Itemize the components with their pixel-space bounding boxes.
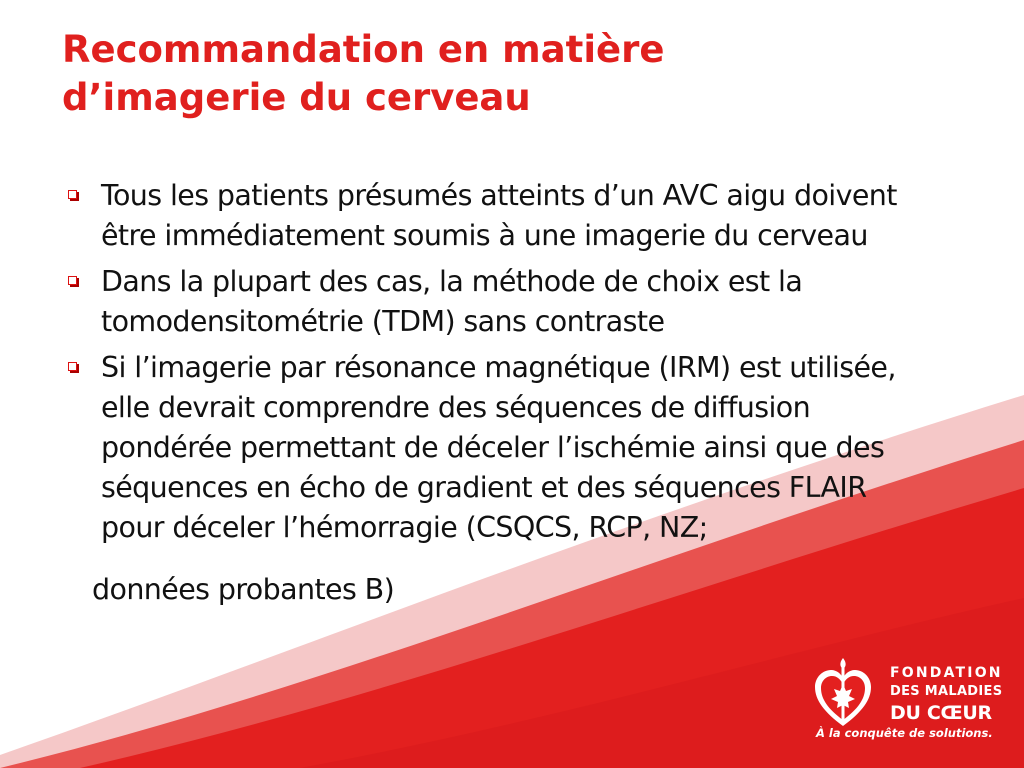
square-bullet-icon xyxy=(68,362,77,371)
bullet-line: elle devrait comprendre des séquences de diffusion xyxy=(101,391,811,424)
title-line-2: d’imagerie du cerveau xyxy=(62,76,531,119)
bullet-line: séquences en écho de gradient et des séquences FLAIR xyxy=(101,471,867,504)
logo-text-line-2: DES MALADIES xyxy=(890,684,1003,699)
square-bullet-icon xyxy=(68,190,77,199)
bullet-list xyxy=(62,176,1002,554)
bullet-text xyxy=(101,265,802,338)
bullet-continuation: données probantes B) xyxy=(92,573,395,606)
heart-foundation-logo xyxy=(812,658,1017,750)
title-line-1: Recommandation en matière xyxy=(62,28,665,71)
logo-tagline: À la conquête de solutions. xyxy=(816,726,993,740)
bullet-text xyxy=(101,351,896,544)
bullet-line: pondérée permettant de déceler l’ischémie ainsi que des xyxy=(101,431,885,464)
bullet-item xyxy=(62,348,1002,548)
bullet-line: pour déceler l’hémorragie (CSQCS, RCP, NZ; xyxy=(101,511,708,544)
bullet-line: tomodensitométrie (TDM) sans contraste xyxy=(101,305,665,338)
bullet-text xyxy=(101,179,897,252)
bullet-line: Si l’imagerie par résonance magnétique (IRM) est utilisée, xyxy=(101,351,896,384)
bullet-item xyxy=(62,176,1002,256)
bullet-line: être immédiatement soumis à une imagerie du cerveau xyxy=(101,219,868,252)
heart-torch-maple-icon xyxy=(812,658,874,730)
bullet-item xyxy=(62,262,1002,342)
bullet-line: Dans la plupart des cas, la méthode de choix est la xyxy=(101,265,803,298)
logo-text-line-3: DU CŒUR xyxy=(890,702,992,724)
bullet-line: Tous les patients présumés atteints d’un AVC aigu doivent xyxy=(101,179,897,212)
logo-text-line-1: FONDATION xyxy=(890,665,1003,681)
slide-title xyxy=(62,26,962,122)
square-bullet-icon xyxy=(68,276,77,285)
